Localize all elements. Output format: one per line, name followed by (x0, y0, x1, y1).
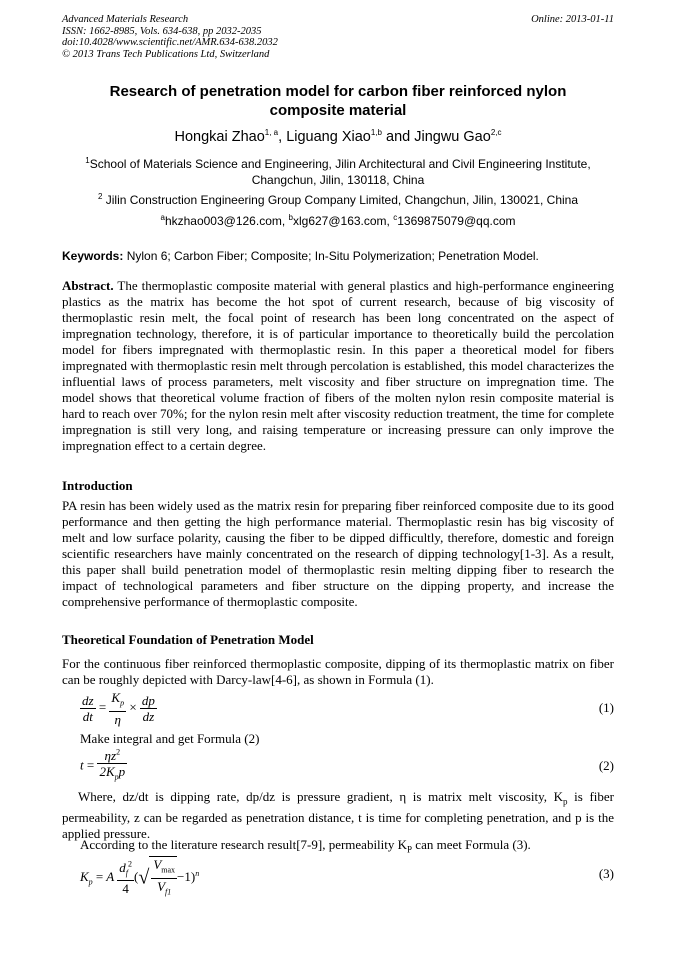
eq-text: × (129, 699, 137, 715)
eq-text: = (95, 869, 104, 885)
issn-line: ISSN: 1662-8985, Vols. 634-638, pp 2032-2035 (62, 25, 262, 37)
keywords-label: Keywords: (62, 249, 124, 263)
copyright-line: © 2013 Trans Tech Publications Ltd, Switzerland (62, 48, 270, 60)
where-subscript: p (563, 796, 568, 807)
email-link[interactable]: 1369875079@qq.com (397, 214, 516, 228)
eq-text: = (86, 757, 95, 773)
email-superscript: a (160, 213, 165, 222)
eq-text: dz (82, 692, 94, 708)
formula-3 (80, 856, 199, 899)
affiliation-1 (62, 156, 614, 188)
affiliation-text: Changchun, Jilin, 130118, China (251, 173, 425, 187)
eq-text: p (118, 764, 126, 779)
according-subscript: P (407, 844, 413, 855)
eq-text: p (120, 698, 125, 708)
eq-text: = (98, 699, 107, 715)
affiliation-text: School of Materials Science and Engineering, Jilin Architectural and Civil Engineering Institute, (89, 157, 591, 171)
where-text: is fiber permeability, z can be regarded as penetration distance, t is time for completing penetration, and p is the applied pressure. (62, 789, 614, 841)
formula-1 (80, 690, 157, 727)
email-link[interactable]: hkzhao003@126.com, (164, 214, 289, 228)
eq-text: ( (133, 869, 139, 885)
formula-number: (3) (598, 866, 614, 881)
according-text: According to the literature research result[7-9], permeability K (80, 837, 408, 852)
eq-text: max (161, 865, 176, 875)
eq-text: dp (141, 692, 155, 708)
according-paragraph (80, 837, 632, 858)
section-heading-introduction: Introduction (62, 478, 133, 493)
eq-text: 4 (122, 881, 129, 897)
affiliation-text: Jilin Construction Engineering Group Company Limited, Changchun, Jilin, 130021, China (102, 193, 579, 207)
author-superscript: 1,b (370, 128, 382, 138)
formula-number: (1) (598, 700, 614, 715)
online-date: Online: 2013-01-11 (531, 14, 614, 25)
author-name: Hongkai Zhao (174, 129, 265, 145)
theory-paragraph: For the continuous fiber reinforced thermoplastic composite, dipping of its thermoplastic matrix on fiber can be roughly depicted with Darcy-law[4-6], as shown in Formula (1). (62, 656, 614, 687)
author-emails (62, 213, 614, 229)
eq-text: dt (82, 708, 93, 724)
author-name: Liguang Xiao (286, 129, 371, 145)
sqrt-sign: √ (138, 866, 150, 889)
author-superscript: 1, a (264, 128, 279, 138)
eq-text: d (119, 859, 126, 875)
eq-text: 2K (99, 764, 115, 779)
email-superscript: b (288, 213, 293, 222)
affiliation-number: 1 (85, 156, 90, 165)
keywords-text: Nylon 6; Carbon Fiber; Composite; In-Situ Polymerization; Penetration Model. (123, 249, 539, 263)
journal-header (62, 14, 622, 60)
eq-text: p (114, 772, 119, 782)
author-list (62, 128, 614, 146)
author-separator: and (381, 129, 415, 145)
author-superscript: 2,c (490, 128, 502, 138)
title-line-1: Research of penetration model for carbon fiber reinforced nylon (109, 83, 567, 100)
email-link[interactable]: xlg627@163.com, (292, 214, 394, 228)
eq-text: η (114, 711, 121, 727)
eq-text: t (80, 757, 84, 773)
author-separator: , (278, 129, 287, 145)
formula-2 (80, 748, 127, 785)
affiliation-number: 2 (97, 192, 103, 201)
abstract (62, 278, 614, 454)
eq-text: f (125, 868, 128, 878)
make-integral-text: Make integral and get Formula (2) (80, 731, 260, 746)
eq-text: f1 (165, 887, 172, 897)
eq-text: p (88, 877, 93, 887)
eq-text: 2 (127, 859, 132, 869)
eq-text: ηz (104, 748, 117, 763)
email-superscript: c (393, 213, 398, 222)
formula-number: (2) (598, 758, 614, 773)
eq-text: V (153, 857, 162, 872)
eq-text: A (106, 869, 114, 885)
eq-text: n (195, 868, 200, 878)
doi-line: doi:10.4028/www.scientific.net/AMR.634-638.2032 (62, 37, 278, 48)
eq-text: 2 (116, 747, 121, 757)
eq-text: V (157, 878, 166, 894)
abstract-label: Abstract. (62, 278, 114, 293)
journal-name: Advanced Materials Research (62, 14, 189, 25)
eq-text: dz (142, 708, 155, 724)
eq-text: −1) (177, 869, 196, 885)
introduction-paragraph: PA resin has been widely used as the matrix resin for preparing fiber reinforced composite due to its good performance and then getting the high performance material. Thermoplastic resin has big viscosity of melt and low surface polarity, causing the fiber to be dipped difficultly, therefore, domestic and foreign scientific researchers have mainly concentrated on the research of dipping technology[1-3]. As a result, this paper shall build penetration model of thermoplastic resin melting dipping fiber to research the impact of technological parameters and fiber structure on the dipping property, and increase the comprehensive performance of thermoplastic composite. (62, 498, 614, 609)
author-name: Jingwu Gao (414, 129, 491, 145)
abstract-text: The thermoplastic composite material with general plastics and high-performance engineering plastics as the matrix has become the hot spot of current research, because of big viscosity of thermoplastic resin melt, the focal point of research has been long concentrated on the aspect of impregnation technology, therefore, it is of particular importance to theoretically build the percolation model for fibers impregnated with thermoplastic resin. In this paper a theoretical model for fibers impregnated with thermoplastic resin melt through percolation is established, this model characterizes the influential laws of process parameters, melt viscosity and fiber structure on impregnation time. The model shows that theoretical volume fraction of fibers of the molten nylon resin composite material is hard to reach over 70%; for the nylon resin melt after viscosity reduction treatment, the time for complete impregnation is still very long, and raising temperature or increasing pressure can only improve the impregnation effect to a certain degree. (62, 278, 614, 453)
eq-text: K (111, 690, 121, 705)
eq-text: K (80, 869, 89, 885)
according-text: can meet Formula (3). (412, 837, 531, 852)
where-text: Where, dz/dt is dipping rate, dp/dz is pressure gradient, η is matrix melt viscosity, K (78, 789, 564, 804)
title-line-2: composite material (269, 102, 407, 119)
where-paragraph (62, 789, 614, 842)
keywords (62, 249, 622, 264)
section-heading-theory: Theoretical Foundation of Penetration Model (62, 632, 314, 647)
affiliation-2 (62, 192, 614, 208)
paper-title (62, 82, 614, 120)
